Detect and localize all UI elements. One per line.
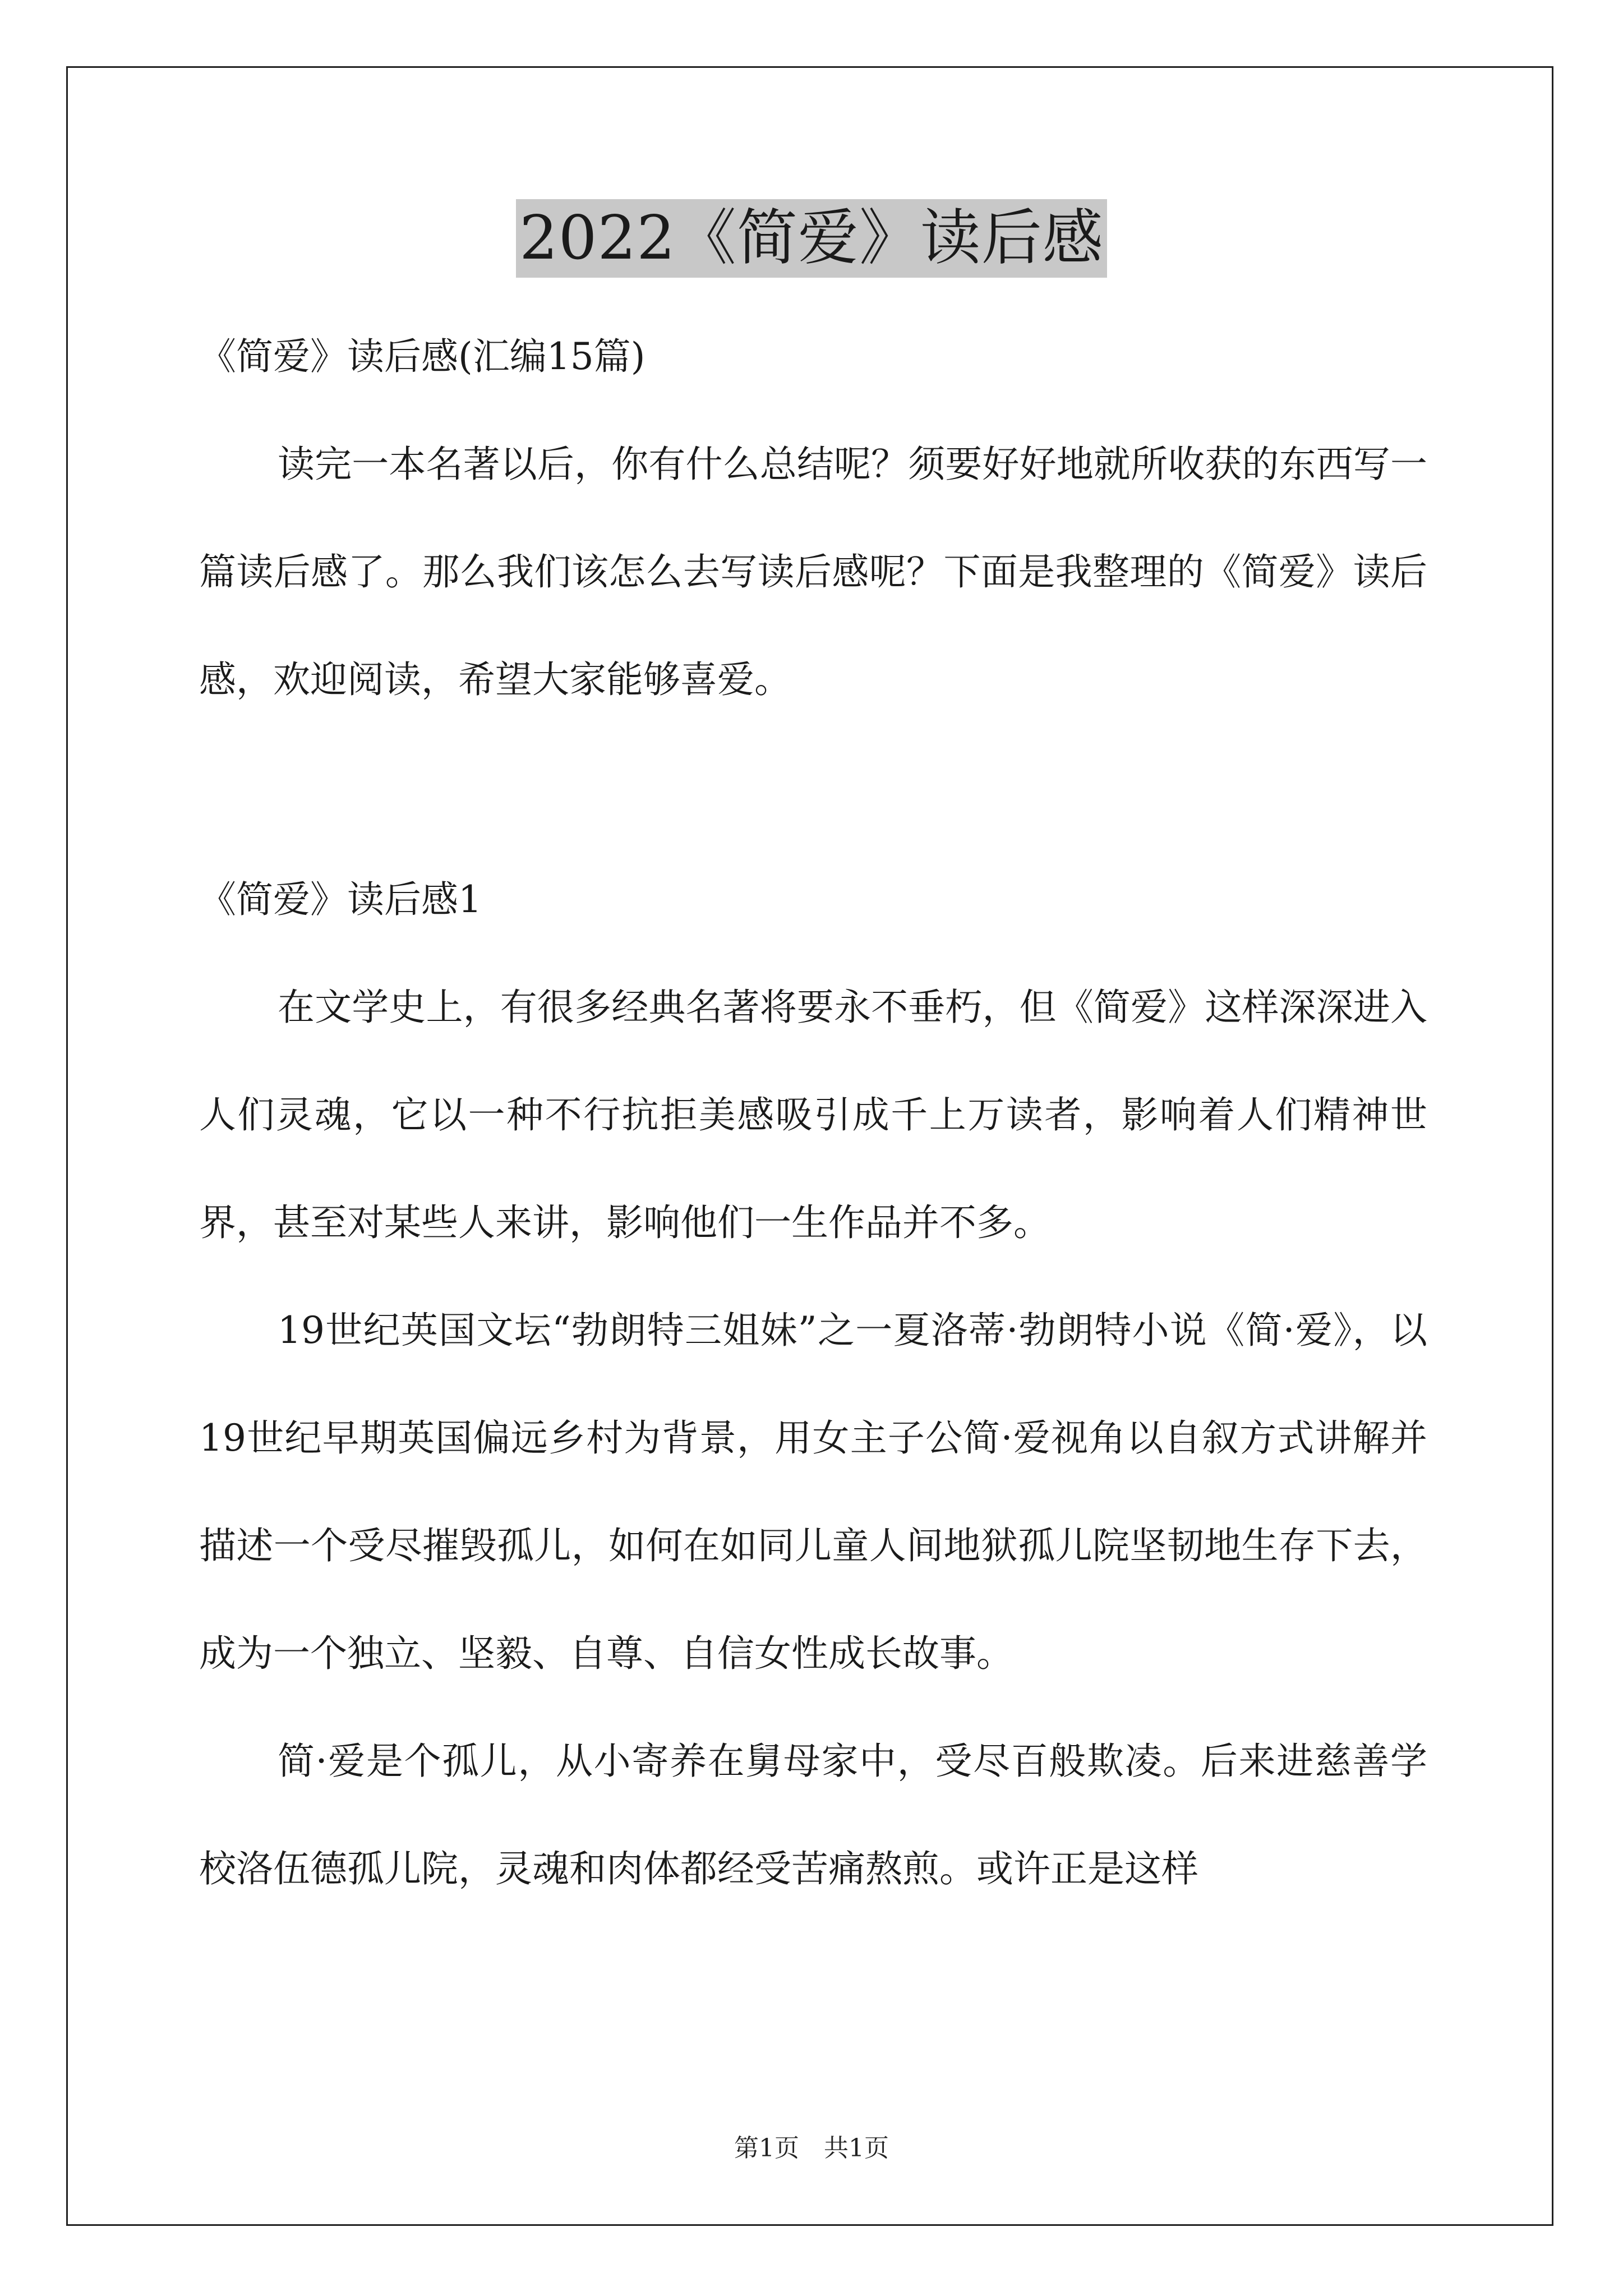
body-paragraph: 简·爱是个孤儿，从小寄养在舅母家中，受尽百般欺凌。后来进慈善学校洛伍德孤儿院，灵魂和肉体都经受苦痛熬煎。或许正是这样 [199,1740,1427,1890]
document-title: 2022《简爱》读后感 [516,199,1107,278]
section-gap [199,734,1427,846]
document-subtitle: 《简爱》读后感(汇编15篇) [199,335,645,378]
title-wrapper [0,199,1623,278]
body-paragraph: 19世纪英国文坛“勃朗特三姐妹”之一夏洛蒂·勃朗特小说《简·爱》，以19世纪早期英国偏远乡村为背景，用女主子公简·爱视角以自叙方式讲解并描述一个受尽摧毁孤儿，如何在如同儿童人间地狱孤儿院坚韧地生存下去，成为一个独立、坚毅、自尊、自信女性成长故事。 [199,1309,1427,1675]
document-body [199,303,1427,1923]
page-footer: 第1页 共1页 [734,2134,889,2162]
body-paragraph: 在文学史上，有很多经典名著将要永不垂朽，但《简爱》这样深深进入人们灵魂，它以一种不行抗拒美感吸引成千上万读者，影响着人们精神世界，甚至对某些人来讲，影响他们一生作品并不多。 [199,986,1427,1244]
section-heading: 《简爱》读后感1 [199,878,482,921]
intro-paragraph: 读完一本名著以后，你有什么总结呢？须要好好地就所收获的东西写一篇读后感了。那么我们该怎么去写读后感呢？下面是我整理的《简爱》读后感，欢迎阅读，希望大家能够喜爱。 [199,443,1427,701]
